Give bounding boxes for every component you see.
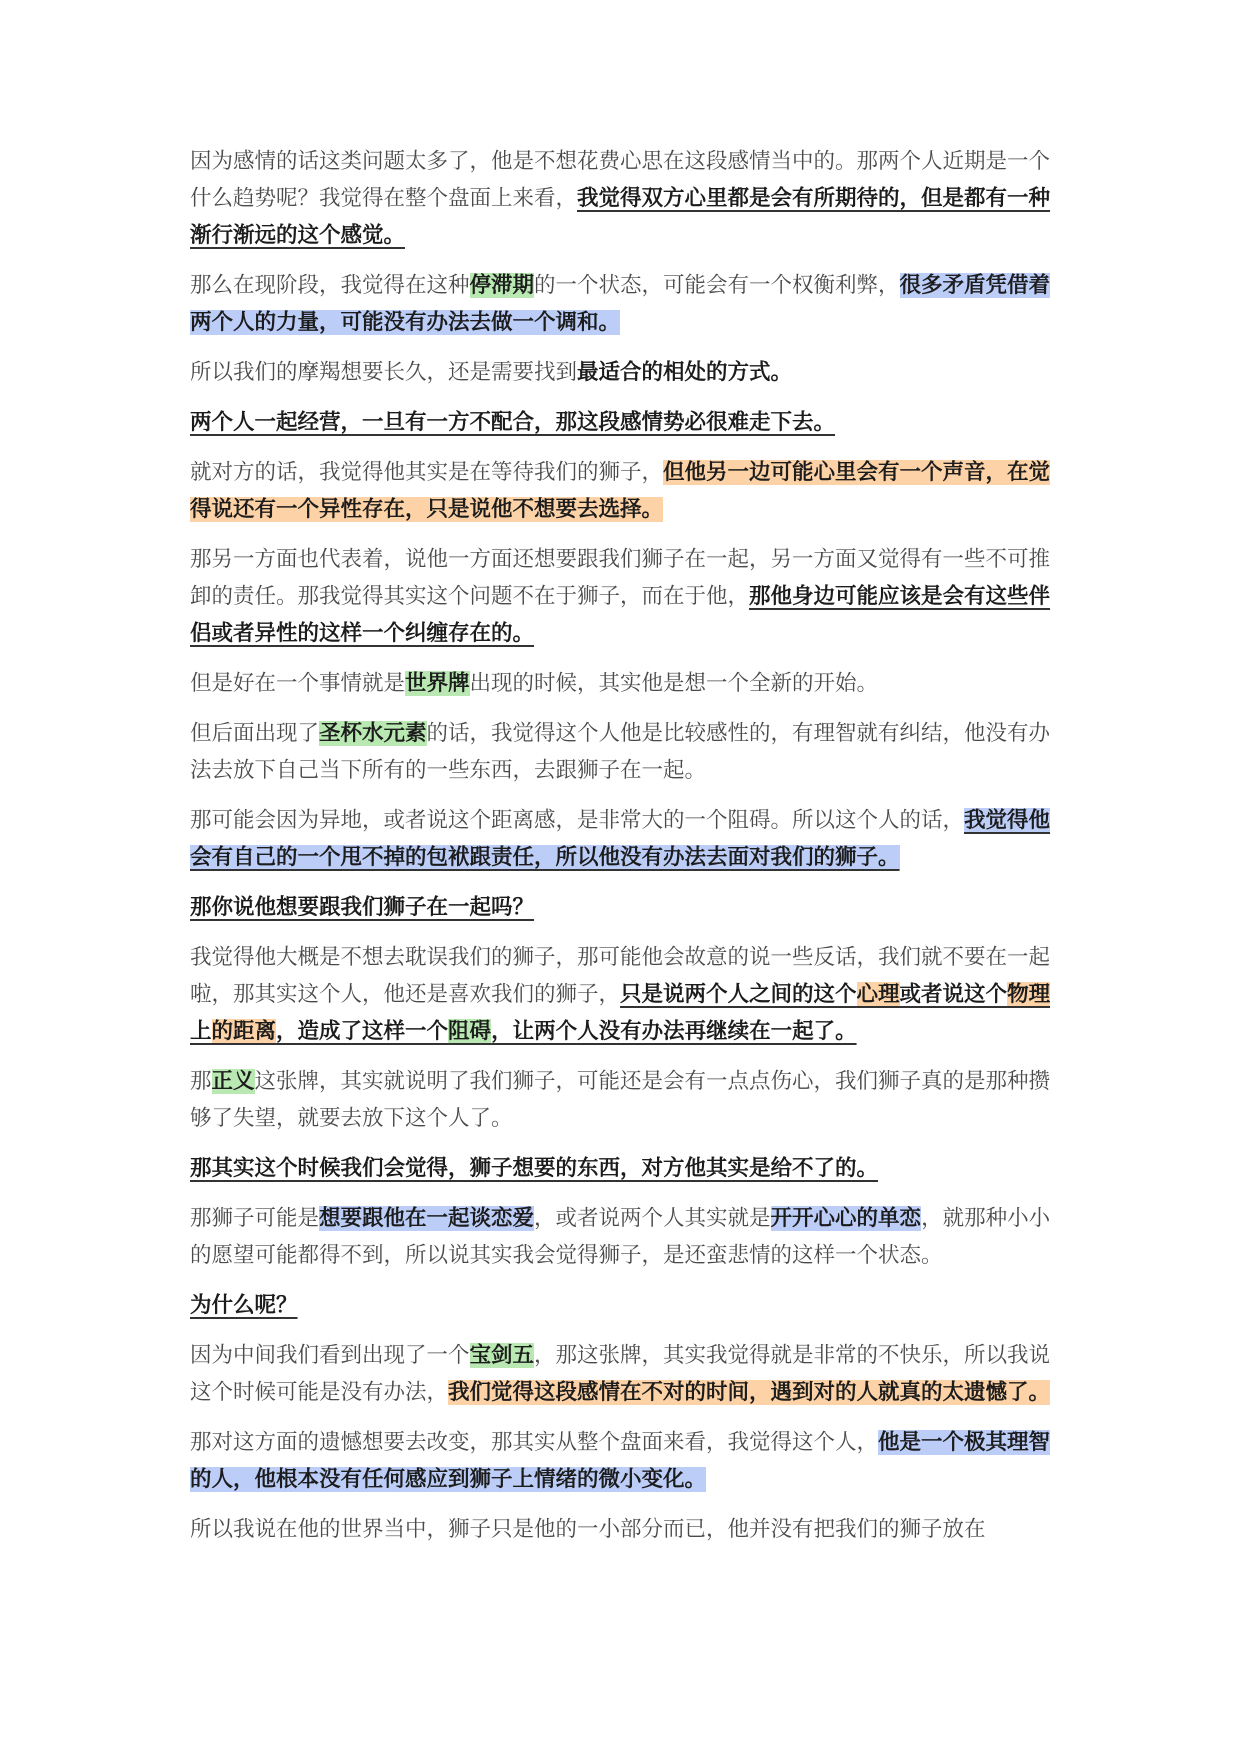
underlined-bold-text: 两个人一起经营，一旦有一方不配合，那这段感情势必很难走下去。: [190, 410, 836, 435]
underlined-bold-text: 那其实这个时候我们会觉得，狮子想要的东西，对方他其实是给不了的。: [190, 1156, 879, 1181]
underlined-bold-text: 上: [190, 1019, 212, 1044]
text-run: 的话，我觉得这个人他是比较感性的，有理智就有纠结，他没有办法去放下自己当下所有的一些东西，去跟狮子在一起。: [190, 721, 1051, 783]
blue-highlight-text: 想要跟他在一起谈恋爱: [319, 1206, 535, 1231]
green-highlight-text: 正义: [211, 1069, 255, 1094]
green-highlight-text: 宝剑五: [469, 1343, 535, 1368]
paragraph: [190, 715, 1060, 789]
paragraph: [190, 939, 1060, 1050]
text-run: 因为中间我们看到出现了一个: [190, 1343, 470, 1368]
text-run: 那么在现阶段，我觉得在这种: [190, 273, 470, 298]
text-run: 的一个状态，可能会有一个权衡利弊，: [534, 273, 900, 298]
text-run: 出现的时候，其实他是想一个全新的开始。: [469, 671, 879, 696]
orange-highlight-text: 的距离: [211, 1019, 277, 1044]
orange-highlight-text: 心理: [856, 982, 900, 1007]
paragraph: [190, 143, 1060, 254]
text-run: 我觉得他大概是不想去耽误我们的狮子，那可能他会故意的说一些反话，我们就不要在一起啦，那其实这个人，他还是喜欢我们的狮子，: [190, 945, 1051, 1007]
paragraph: [190, 889, 1060, 926]
paragraph: [190, 541, 1060, 652]
text-run: ，或者说两个人其实就是: [534, 1206, 771, 1231]
text-run: 那另一方面也代表着，说他一方面还想要跟我们狮子在一起，另一方面又觉得有一些不可推卸的责任。那我觉得其实这个问题不在于狮子，而在于他，: [190, 547, 1051, 609]
paragraph: [190, 454, 1060, 528]
paragraph: [190, 404, 1060, 441]
text-run: 这张牌，其实就说明了我们狮子，可能还是会有一点点伤心，我们狮子真的是那种攒够了失望，就要去放下这个人了。: [190, 1069, 1051, 1131]
text-run: ，就那种小小的愿望可能都得不到，所以说其实我会觉得狮子，是还蛮悲情的这样一个状态。: [190, 1206, 1051, 1268]
text-run: 那可能会因为异地，或者说这个距离感，是非常大的一个阻碍。所以这个人的话，: [190, 808, 965, 833]
bold-text: 最适合的相处的方式。: [577, 360, 793, 385]
green-highlight-text: 世界牌: [405, 671, 470, 696]
paragraph: [190, 1287, 1060, 1324]
paragraph: [190, 1063, 1060, 1137]
underlined-bold-text: 或者说这个: [899, 982, 1008, 1007]
blue-highlight-text: 他是一个极其理智的人，他根本没有任何感应到狮子上情绪的微小变化。: [190, 1430, 1051, 1492]
document-body: [190, 143, 1060, 1561]
green-highlight-text: 停滞期: [469, 273, 535, 298]
text-run: 但后面出现了: [190, 721, 320, 746]
paragraph: [190, 1200, 1060, 1274]
text-run: 那狮子可能是: [190, 1206, 320, 1231]
orange-highlight-text: 物理: [1007, 982, 1051, 1007]
underlined-bold-text: ，让两个人没有办法再继续在一起了。: [491, 1019, 857, 1044]
green-highlight-text: 圣杯水元素: [319, 721, 427, 746]
blue-highlight-text: 开开心心的单恋: [770, 1206, 922, 1231]
paragraph: [190, 267, 1060, 341]
blue-highlight-text: 我觉得他会有自己的一个甩不掉的包袱跟责任，所以他没有办法去面对我们的狮子。: [190, 808, 1051, 870]
paragraph: [190, 1337, 1060, 1411]
text-run: 因为感情的话这类问题太多了，他是不想花费心思在这段感情当中的。那两个人近期是一个什么趋势呢？我觉得在整个盘面上来看，: [190, 149, 1051, 211]
text-run: 那: [190, 1069, 212, 1094]
underlined-bold-text: 只是说两个人之间的这个: [620, 982, 857, 1007]
text-run: 所以我们的摩羯想要长久，还是需要找到: [190, 360, 578, 385]
underlined-bold-text: 那他身边可能应该是会有这些伴侣或者异性的这样一个纠缠存在的。: [190, 584, 1051, 646]
underlined-bold-text: 为什么呢？: [190, 1293, 298, 1318]
text-run: 就对方的话，我觉得他其实是在等待我们的狮子，: [190, 460, 664, 485]
paragraph: [190, 1511, 1060, 1548]
text-run: ，那这张牌，其实我觉得就是非常的不快乐，所以我说这个时候可能是没有办法，: [190, 1343, 1051, 1405]
underlined-bold-text: 那你说他想要跟我们狮子在一起吗？: [190, 895, 535, 920]
paragraph: [190, 1150, 1060, 1187]
underlined-bold-text: 我觉得双方心里都是会有所期待的，但是都有一种渐行渐远的这个感觉。: [190, 186, 1051, 248]
text-run: 那对这方面的遗憾想要去改变，那其实从整个盘面来看，我觉得这个人，: [190, 1430, 879, 1455]
green-highlight-text: 阻碍: [448, 1019, 492, 1044]
orange-highlight-text: 但他另一边可能心里会有一个声音，在觉得说还有一个异性存在，只是说他不想要去选择。: [190, 460, 1051, 522]
paragraph: [190, 354, 1060, 391]
paragraph: [190, 1424, 1060, 1498]
underlined-bold-text: ，造成了这样一个: [276, 1019, 449, 1044]
paragraph: [190, 802, 1060, 876]
text-run: 所以我说在他的世界当中，狮子只是他的一小部分而已，他并没有把我们的狮子放在: [190, 1517, 986, 1542]
blue-highlight-text: 很多矛盾凭借着两个人的力量，可能没有办法去做一个调和。: [190, 273, 1051, 335]
paragraph: [190, 665, 1060, 702]
orange-highlight-text: 我们觉得这段感情在不对的时间，遇到对的人就真的太遗憾了。: [448, 1380, 1051, 1405]
text-run: 但是好在一个事情就是: [190, 671, 406, 696]
